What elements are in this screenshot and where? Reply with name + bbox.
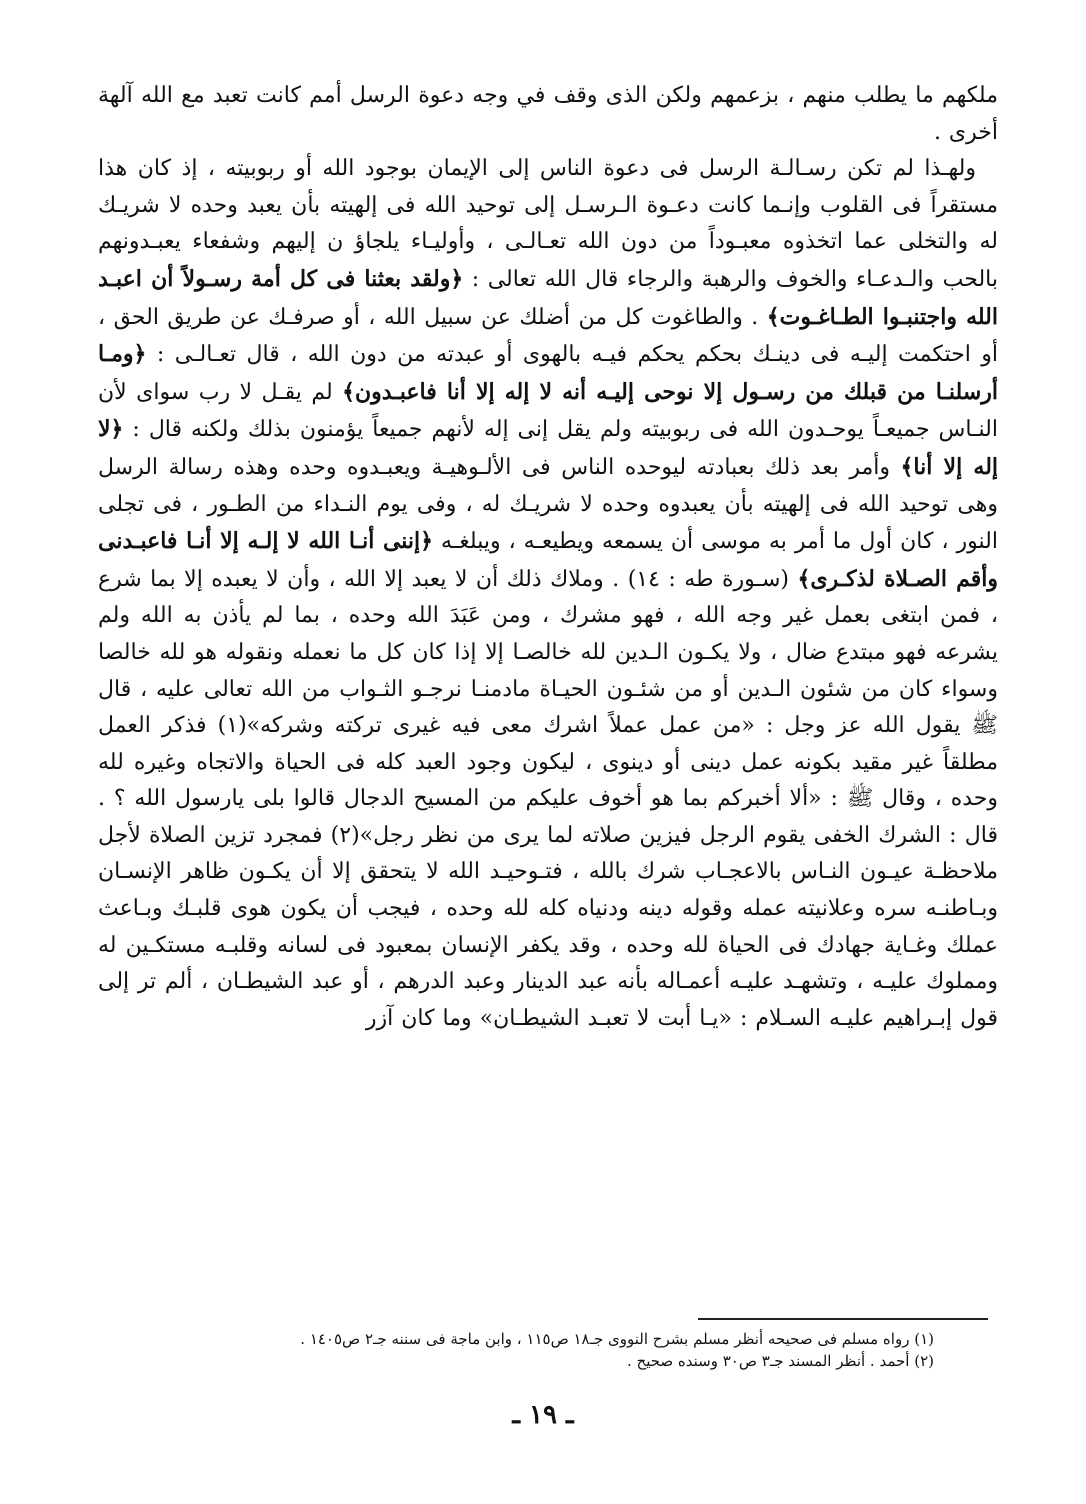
page-number: ـ ١٩ ـ xyxy=(512,1400,574,1430)
footnotes xyxy=(98,1328,934,1372)
text-run: (سـورة طه : ١٤) . وملاك ذلك أن لا يعبد إلا الله ، وأن لا يعبده إلا بما شرع ، فمن ابتغى بعمل غير وجه الله ، فهو مشرك ، ومن عَبَدَ الله وحده ، بما لم يأذن به الله ولم يشرعه فهو مبتدع ضال ، ولا يكـون الـدين لله خالصـا إلا إذا كان كل ما نعمله ونقوله هو لله خالصا وسواء كان من شئون الـدين أو من شئـون الحيـاة مادمنـا نرجـو الثـواب من الله تعالى عليه ، قال ﷺ يقول الله عز وجل : «من عمل عملاً اشرك معى فيه غيرى تركته وشركه»(١) فذكر العمل مطلقاً غير مقيد بكونه عمل دينى أو دينوى ، ليكون وجود العبد كله فى الحياة والاتجاه وغيره لله وحده ، وقال ﷺ : «ألا أخبركم بما هو أخوف عليكم من المسيح الدجال قالوا بلى يارسول الله ؟ . قال : الشرك الخفى يقوم الرجل فيزين صلاته لما يرى من نظر رجل»(٢) فمجرد تزين الصلاة لأجل ملاحظـة عيـون النـاس بالاعجـاب شرك بالله ، فتـوحيـد الله لا يتحقق إلا أن يكـون ظاهر الإنسـان وبـاطنـه سره وعلانيته عمله وقوله دينه ودنياه كله لله وحده ، فيجب أن يكون هوى قلبـك وبـاعث عملك وغـاية جهادك فى الحياة لله وحده ، وقد يكفر الإنسان بمعبود فى لسانه وقلبـه مستكـين له ومملوك عليـه ، وتشهـد عليـه أعمـاله بأنه عبد الدينار وعبد الدرهم ، أو عبد الشيطـان ، ألم تر إلى قول إبـراهيم عليـه السـلام : «يـا أبت لا تعبـد الشيطـان» وما كان آزر xyxy=(98,566,999,1031)
page-body xyxy=(98,78,998,1037)
text-run: وأمر بعد ذلك بعبادته ليوحده الناس فى الألـوهيـة ويعبـدوه وحده وهذه رسالة الرسل وهى توحيد الله فى إلهيته بأن يعبدوه وحده لا شريـك له ، وفى يوم النـداء من الطـور ، فى تجلى النور ، كان أول ما أمر به موسى أن يسمعه ويطيعـه ، ويبلغـه xyxy=(98,454,998,555)
footnote-divider xyxy=(698,1318,988,1320)
quran-quote: ﴿ولقد بعثنا فى كل أمة رسـولاً أن اعبـد الله واجتنبـوا الطـاغـوت﴾ xyxy=(98,265,998,330)
footnote-2: (٢) أحمد . أنظر المسند جـ٣ ص٣٠ وسنده صحيح . xyxy=(626,1352,934,1370)
text-run: . والطاغوت كل من أضلك عن سبيل الله ، أو صرفـك عن طريق الحق ، أو احتكمت إليـه فى دينـك بحكم يحكم فيـه بالهوى أو عبدته من دون الله ، قال تعـالـى : xyxy=(98,304,998,368)
text-run: لم يقـل لا رب سواى لأن النـاس جميعـاً يوحـدون الله فى ربوبيته ولم يقل إنى إله لأنهم جميعاً يؤمنون بذلك ولكنه قال : xyxy=(98,379,998,443)
text-run: ولهـذا لم تكن رسـالـة الرسل فى دعوة الناس إلى الإيمان بوجود الله أو ربوبيته ، إذ كان هذا مستقراً فى القلوب وإنـما كانت دعـوة الـرسـل إلى توحيد الله فى إلهيته بأن يعبد وحده لا شريـك له والتخلى عما اتخذوه معبـوداً من دون الله تعـالـى ، وأوليـاء يلجاؤ ن إليهم وشفعاء يعبـدونهم بالحب والـدعـاء والخوف والرهبة والرجاء قال الله تعالى : xyxy=(98,156,998,292)
paragraph: ملكهم ما يطلب منهم ، بزعمهم ولكن الذى وقف في وجه دعوة الرسل أمم كانت تعبد مع الله آلهة أخرى . xyxy=(98,83,998,145)
quran-quote: ﴿لا إله إلا أنا﴾ xyxy=(98,416,999,480)
quran-quote: ﴿ومـا أرسلنـا من قبلك من رسـول إلا نوحى إليـه أنه لا إله إلا أنا فاعبـدون﴾ xyxy=(98,341,998,405)
paragraph xyxy=(98,151,998,1037)
body-text xyxy=(98,78,998,1037)
footnote-1: (١) رواه مسلم فى صحيحه أنظر مسلم بشرح النووى جـ١٨ ص١١٥ ، وابن ماجة فى سننه جـ٢ ص١٤٠٥ . xyxy=(300,1330,934,1348)
quran-quote: ﴿إننى أنـا الله لا إلـه إلا أنـا فاعبـدنى وأقم الصـلاة لذكـرى﴾ xyxy=(97,528,998,592)
